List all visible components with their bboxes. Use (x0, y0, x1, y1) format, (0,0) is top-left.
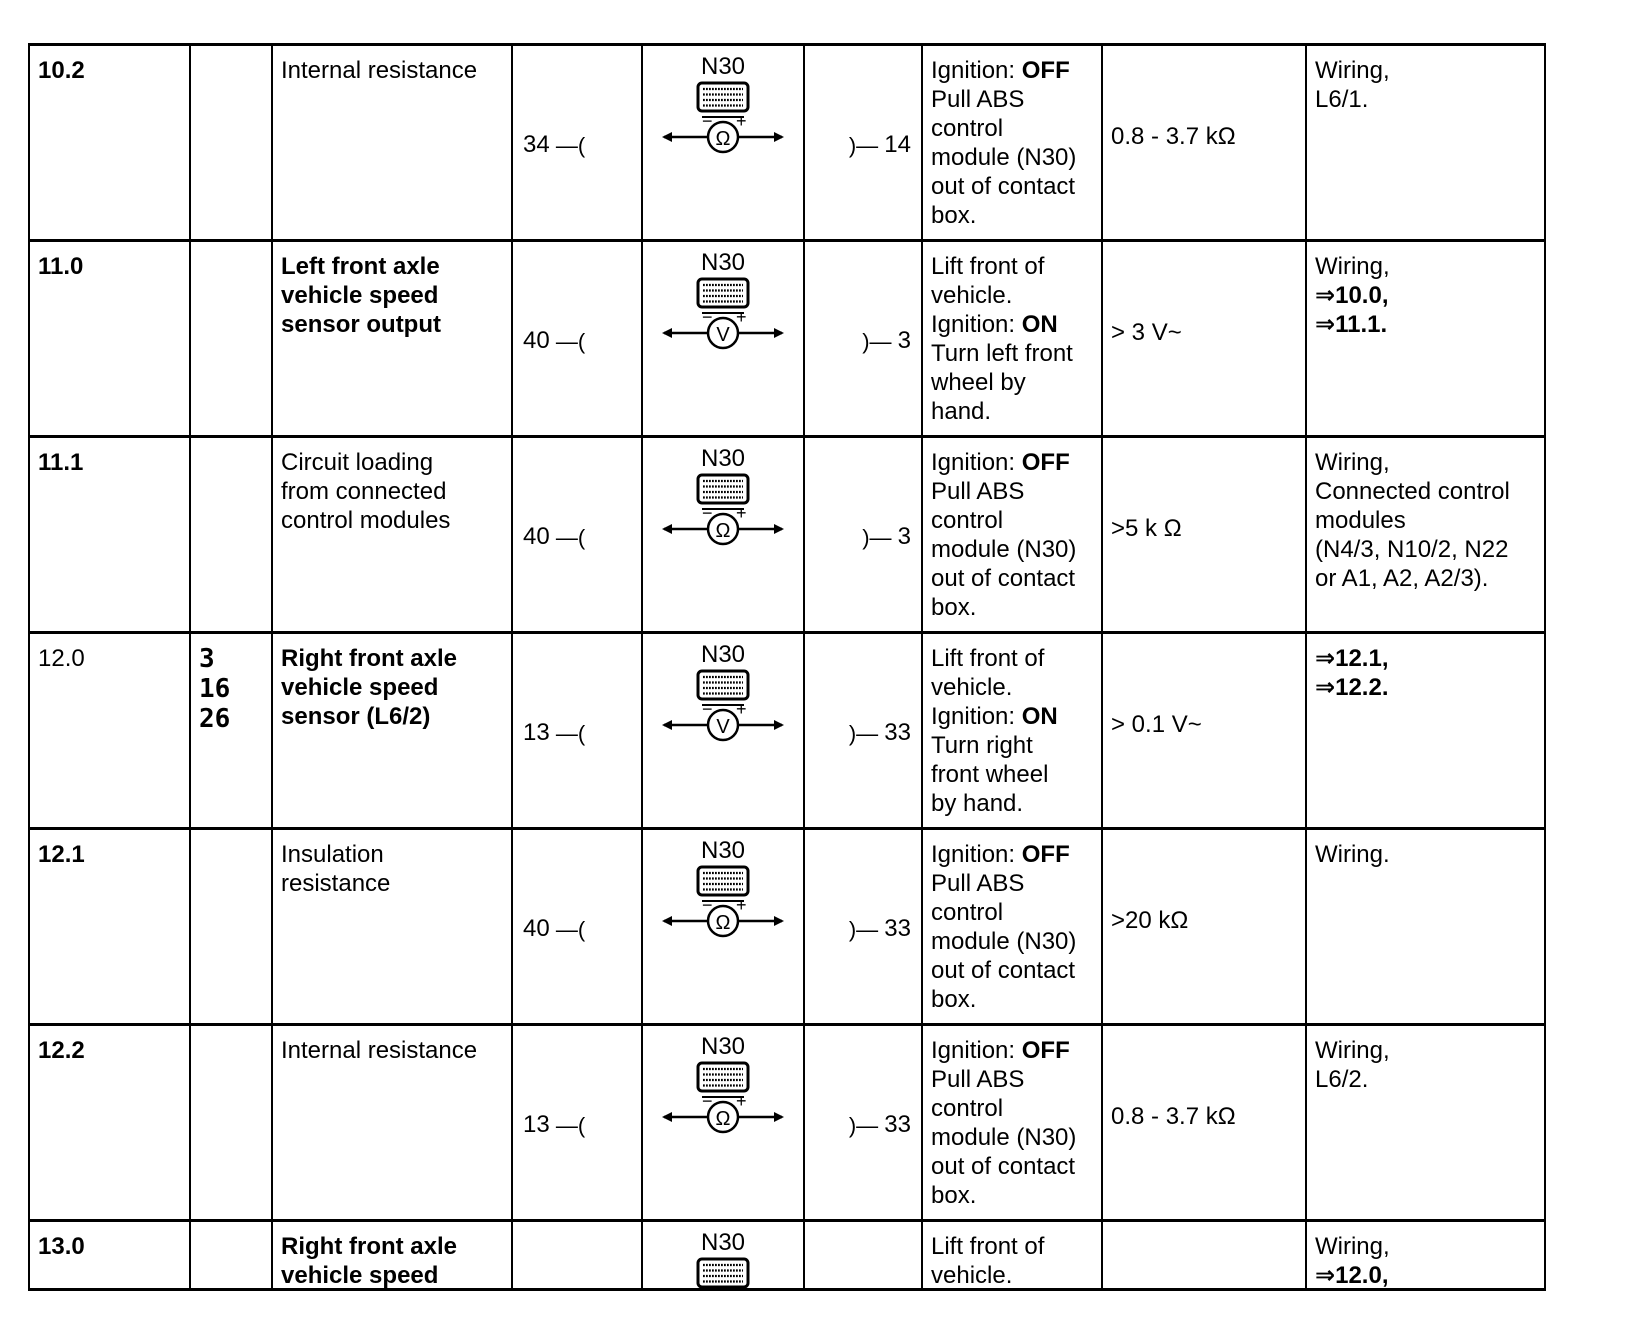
test-conditions (923, 438, 1103, 631)
condition-line (931, 535, 1093, 564)
condition-text: Ignition: (931, 449, 1022, 476)
condition-state: ON (1021, 703, 1058, 730)
condition-state: OFF (1021, 1037, 1070, 1064)
pin-right (862, 326, 911, 356)
condition-text: control (931, 899, 1004, 926)
condition-text: control (931, 115, 1004, 142)
condition-line (931, 143, 1093, 172)
module-cell (643, 438, 805, 631)
module-diagram (643, 52, 803, 157)
condition-text: by hand. (931, 790, 1024, 817)
pin-right-cell (805, 438, 923, 631)
test-conditions (923, 1026, 1103, 1219)
test-description (273, 242, 513, 435)
pin-left-cell (513, 242, 643, 435)
condition-text: Ignition: (931, 703, 1022, 730)
pin-number: 33 (884, 915, 911, 942)
table-row (28, 239, 1546, 435)
condition-text: Turn left front (931, 340, 1073, 367)
pin-left (523, 522, 585, 552)
cross-reference-link[interactable]: ⇒11.1. (1315, 311, 1388, 338)
arrow-right-icon (774, 1112, 784, 1122)
module-diagram (643, 444, 803, 549)
condition-text: Lift front of (931, 1233, 1045, 1260)
remedy-line: modules (1315, 507, 1406, 534)
module-cell (643, 1222, 805, 1288)
step-number: 13.0 (30, 1222, 191, 1288)
arrow-right-icon (774, 916, 784, 926)
description-line: Right front axle (281, 645, 458, 672)
condition-text: out of contact (931, 565, 1076, 592)
condition-line (931, 702, 1093, 731)
table-row (28, 1219, 1546, 1291)
condition-line (931, 789, 1093, 818)
description-line: Circuit loading (281, 449, 434, 476)
meter-symbol: V (716, 716, 730, 738)
possible-cause-remedy (1307, 1222, 1544, 1288)
condition-text: module (N30) (931, 144, 1077, 171)
meter-symbol: V (716, 324, 730, 346)
control-module-icon (658, 1061, 788, 1137)
table-row (28, 827, 1546, 1023)
fault-codes (191, 242, 273, 435)
module-diagram (643, 1032, 803, 1137)
remedy-line: L6/1. (1315, 86, 1369, 113)
description-line: Internal resistance (281, 1037, 478, 1064)
condition-text: control (931, 507, 1004, 534)
condition-line (931, 1094, 1093, 1123)
pin-number: 13 (523, 719, 550, 746)
module-label: N30 (700, 249, 746, 276)
control-module-icon (658, 669, 788, 745)
pin-left (523, 718, 585, 748)
remedy-line: Wiring, (1315, 253, 1390, 280)
condition-line (931, 731, 1093, 760)
condition-text: out of contact (931, 173, 1076, 200)
condition-line (931, 1261, 1093, 1290)
test-description (273, 634, 513, 827)
table-row (28, 435, 1546, 631)
nominal-value-cell (1103, 242, 1307, 435)
test-conditions (923, 830, 1103, 1023)
condition-line (931, 898, 1093, 927)
condition-text: Ignition: (931, 1037, 1022, 1064)
table-row (28, 43, 1546, 239)
condition-text: box. (931, 594, 977, 621)
module-cell (643, 634, 805, 827)
test-description (273, 438, 513, 631)
condition-text: wheel by (931, 369, 1026, 396)
condition-text: hand. (931, 398, 992, 425)
condition-text: out of contact (931, 1153, 1076, 1180)
module-label: N30 (700, 53, 746, 80)
fault-codes (191, 830, 273, 1023)
condition-text: box. (931, 986, 977, 1013)
condition-line (931, 1152, 1093, 1181)
module-label: N30 (700, 641, 746, 668)
socket-connector-icon: —( (549, 1113, 586, 1139)
description-line: vehicle speed (281, 674, 439, 701)
socket-connector-icon: —( (549, 525, 586, 551)
module-diagram (643, 1228, 803, 1297)
test-conditions (923, 1222, 1103, 1288)
pin-right (849, 1110, 911, 1140)
fault-code: 3 (199, 644, 215, 674)
possible-cause-remedy (1307, 634, 1544, 827)
condition-line (931, 840, 1093, 869)
condition-line (931, 56, 1093, 85)
condition-text: box. (931, 202, 977, 229)
arrow-left-icon (662, 916, 672, 926)
pin-number: 13 (523, 1111, 550, 1138)
condition-line (931, 644, 1093, 673)
test-description (273, 830, 513, 1023)
step-number: 11.0 (30, 242, 191, 435)
remedy-line: Wiring. (1315, 841, 1390, 868)
pin-left-cell (513, 634, 643, 827)
condition-state: OFF (1021, 841, 1070, 868)
nominal-value-cell (1103, 634, 1307, 827)
module-cell (643, 830, 805, 1023)
test-description (273, 1222, 513, 1288)
arrow-right-icon (774, 132, 784, 142)
condition-line (931, 593, 1093, 622)
nominal-value-cell (1103, 438, 1307, 631)
condition-text: Ignition: (931, 841, 1022, 868)
condition-line (931, 869, 1093, 898)
fault-codes (191, 1026, 273, 1219)
plug-connector-icon: )— (848, 1113, 885, 1139)
condition-text: module (N30) (931, 536, 1077, 563)
test-step-table (28, 43, 1546, 1291)
control-module-icon (658, 277, 788, 353)
pin-left-cell (513, 46, 643, 239)
condition-line (931, 172, 1093, 201)
condition-text: Lift front of (931, 253, 1045, 280)
nominal-value-cell (1103, 830, 1307, 1023)
pin-left-cell (513, 438, 643, 631)
remedy-line: Wiring, (1315, 1037, 1390, 1064)
control-module-icon (658, 81, 788, 157)
pin-right-cell (805, 1026, 923, 1219)
condition-line (931, 477, 1093, 506)
plus-sign-icon: + (736, 895, 747, 915)
test-conditions (923, 634, 1103, 827)
fault-codes (191, 1222, 273, 1288)
control-module-icon (658, 865, 788, 941)
arrow-left-icon (662, 720, 672, 730)
pin-right-cell (805, 634, 923, 827)
condition-line (931, 85, 1093, 114)
possible-cause-remedy (1307, 1026, 1544, 1219)
pin-number: 33 (884, 719, 911, 746)
description-line: Left front axle (281, 253, 440, 280)
condition-text: out of contact (931, 957, 1076, 984)
condition-line (931, 564, 1093, 593)
condition-text: Pull ABS (931, 1066, 1025, 1093)
nominal-value: > 3 V~ (1111, 319, 1182, 346)
arrow-left-icon (662, 328, 672, 338)
step-number: 12.2 (30, 1026, 191, 1219)
step-number: 10.2 (30, 46, 191, 239)
remedy-line: Wiring, (1315, 449, 1390, 476)
description-line: vehicle speed (281, 1262, 439, 1289)
plus-sign-icon: + (736, 699, 747, 719)
condition-text: Lift front of (931, 645, 1045, 672)
table-row (28, 631, 1546, 827)
nominal-value: >20 kΩ (1111, 907, 1189, 934)
condition-line (931, 1181, 1093, 1210)
description-line: sensor output (281, 311, 441, 338)
module-label: N30 (700, 445, 746, 472)
arrow-left-icon (662, 132, 672, 142)
cross-reference-link[interactable]: ⇒12.1, (1315, 645, 1389, 672)
pin-right (862, 522, 911, 552)
condition-line (931, 1123, 1093, 1152)
condition-text: Turn right (931, 732, 1033, 759)
pin-right-cell (805, 830, 923, 1023)
module-label: N30 (700, 1229, 746, 1256)
description-line: Internal resistance (281, 57, 478, 84)
condition-line (931, 1065, 1093, 1094)
condition-text: Pull ABS (931, 870, 1025, 897)
module-diagram (643, 248, 803, 353)
condition-text: Pull ABS (931, 86, 1025, 113)
nominal-value: > 0.1 V~ (1111, 711, 1202, 738)
pin-right-cell (805, 46, 923, 239)
condition-text: box. (931, 1182, 977, 1209)
cross-reference-link[interactable]: ⇒12.2. (1315, 674, 1389, 701)
description-line: Insulation (281, 841, 384, 868)
condition-line (931, 252, 1093, 281)
nominal-value: 0.8 - 3.7 kΩ (1111, 1103, 1236, 1130)
step-number: 12.0 (30, 634, 191, 827)
control-module-icon (658, 473, 788, 549)
meter-symbol: Ω (715, 520, 731, 542)
condition-line (931, 927, 1093, 956)
description-line: vehicle speed (281, 282, 439, 309)
remedy-line: Wiring, (1315, 57, 1390, 84)
condition-state: OFF (1021, 449, 1070, 476)
condition-text: Ignition: (931, 57, 1022, 84)
minus-sign-icon: − (702, 111, 713, 131)
module-diagram (643, 836, 803, 941)
pin-left (523, 130, 585, 160)
nominal-value-cell (1103, 1026, 1307, 1219)
nominal-value-cell (1103, 1222, 1307, 1288)
table-row (28, 1023, 1546, 1219)
pin-number: 40 (523, 327, 550, 354)
control-module-icon (658, 1257, 788, 1297)
arrow-right-icon (774, 328, 784, 338)
test-conditions (923, 46, 1103, 239)
condition-line (931, 201, 1093, 230)
socket-connector-icon: —( (549, 917, 586, 943)
pin-number: 3 (897, 327, 911, 354)
meter-symbol: Ω (715, 128, 731, 150)
minus-sign-icon: − (702, 307, 713, 327)
pin-left (523, 914, 585, 944)
step-number: 12.1 (30, 830, 191, 1023)
condition-text: module (N30) (931, 928, 1077, 955)
pin-right-cell (805, 242, 923, 435)
nominal-value: 0.8 - 3.7 kΩ (1111, 123, 1236, 150)
plug-connector-icon: )— (848, 917, 885, 943)
remedy-line: L6/2. (1315, 1066, 1369, 1093)
pin-left-cell (513, 830, 643, 1023)
pin-right (849, 914, 911, 944)
condition-line (931, 339, 1093, 368)
plug-connector-icon: )— (862, 525, 898, 551)
fault-code: 26 (199, 704, 231, 734)
pin-number: 14 (884, 131, 911, 158)
fault-codes (191, 46, 273, 239)
condition-line (931, 448, 1093, 477)
condition-text: vehicle. (931, 282, 1013, 309)
pin-right (849, 130, 911, 160)
plug-connector-icon: )— (848, 133, 885, 159)
fault-code: 16 (199, 674, 231, 704)
condition-line (931, 1232, 1093, 1261)
module-cell (643, 1026, 805, 1219)
minus-sign-icon: − (702, 1091, 713, 1111)
description-line: control modules (281, 507, 451, 534)
fault-codes (191, 634, 273, 827)
nominal-value: >5 k Ω (1111, 515, 1182, 542)
test-conditions (923, 242, 1103, 435)
meter-symbol: Ω (715, 1108, 731, 1130)
arrow-left-icon (662, 524, 672, 534)
test-description (273, 1026, 513, 1219)
pin-number: 3 (897, 523, 911, 550)
condition-line (931, 114, 1093, 143)
condition-line (931, 956, 1093, 985)
remedy-line: or A1, A2, A2/3). (1315, 565, 1489, 592)
plus-sign-icon: + (736, 111, 747, 131)
nominal-value-cell (1103, 46, 1307, 239)
pin-number: 34 (523, 131, 550, 158)
arrow-left-icon (662, 1112, 672, 1122)
possible-cause-remedy (1307, 830, 1544, 1023)
condition-text: module (N30) (931, 1124, 1077, 1151)
plus-sign-icon: + (736, 1091, 747, 1111)
description-line: Right front axle (281, 1233, 458, 1260)
module-label: N30 (700, 837, 746, 864)
test-description (273, 46, 513, 239)
socket-connector-icon: —( (549, 133, 586, 159)
arrow-right-icon (774, 524, 784, 534)
condition-text: control (931, 1095, 1004, 1122)
pin-left-cell (513, 1222, 643, 1288)
condition-text: front wheel (931, 761, 1049, 788)
condition-text: vehicle. (931, 674, 1013, 701)
fault-codes (191, 438, 273, 631)
pin-left (523, 326, 585, 356)
module-cell (643, 242, 805, 435)
meter-symbol: Ω (715, 912, 731, 934)
condition-text: Ignition: (931, 311, 1022, 338)
plug-connector-icon: )— (862, 329, 898, 355)
pin-left (523, 1110, 585, 1140)
pin-number: 40 (523, 523, 550, 550)
condition-line (931, 368, 1093, 397)
step-number: 11.1 (30, 438, 191, 631)
condition-line (931, 760, 1093, 789)
description-line: resistance (281, 870, 391, 897)
socket-connector-icon: —( (549, 721, 586, 747)
possible-cause-remedy (1307, 438, 1544, 631)
module-diagram (643, 640, 803, 745)
condition-line (931, 310, 1093, 339)
arrow-right-icon (774, 720, 784, 730)
pin-number: 33 (884, 1111, 911, 1138)
remedy-line: Wiring, (1315, 1233, 1390, 1260)
description-line: from connected (281, 478, 447, 505)
description-line: sensor (L6/2) (281, 703, 431, 730)
condition-line (931, 985, 1093, 1014)
condition-line (931, 1036, 1093, 1065)
remedy-line: Connected control (1315, 478, 1510, 505)
minus-sign-icon: − (702, 699, 713, 719)
minus-sign-icon: − (702, 895, 713, 915)
condition-line (931, 506, 1093, 535)
plus-sign-icon: + (736, 503, 747, 523)
condition-state: ON (1021, 311, 1058, 338)
condition-line (931, 397, 1093, 426)
socket-connector-icon: —( (549, 329, 586, 355)
condition-text: Pull ABS (931, 478, 1025, 505)
remedy-line: (N4/3, N10/2, N22 (1315, 536, 1509, 563)
cross-reference-link[interactable]: ⇒12.0, (1315, 1262, 1389, 1289)
plug-connector-icon: )— (848, 721, 885, 747)
condition-line (931, 673, 1093, 702)
pin-right-cell (805, 1222, 923, 1288)
module-label: N30 (700, 1033, 746, 1060)
module-cell (643, 46, 805, 239)
pin-left-cell (513, 1026, 643, 1219)
minus-sign-icon: − (702, 503, 713, 523)
condition-text: vehicle. (931, 1262, 1013, 1289)
condition-state: OFF (1021, 57, 1070, 84)
condition-line (931, 281, 1093, 310)
possible-cause-remedy (1307, 242, 1544, 435)
plus-sign-icon: + (736, 307, 747, 327)
cross-reference-link[interactable]: ⇒10.0, (1315, 282, 1389, 309)
possible-cause-remedy (1307, 46, 1544, 239)
pin-right (849, 718, 911, 748)
pin-number: 40 (523, 915, 550, 942)
